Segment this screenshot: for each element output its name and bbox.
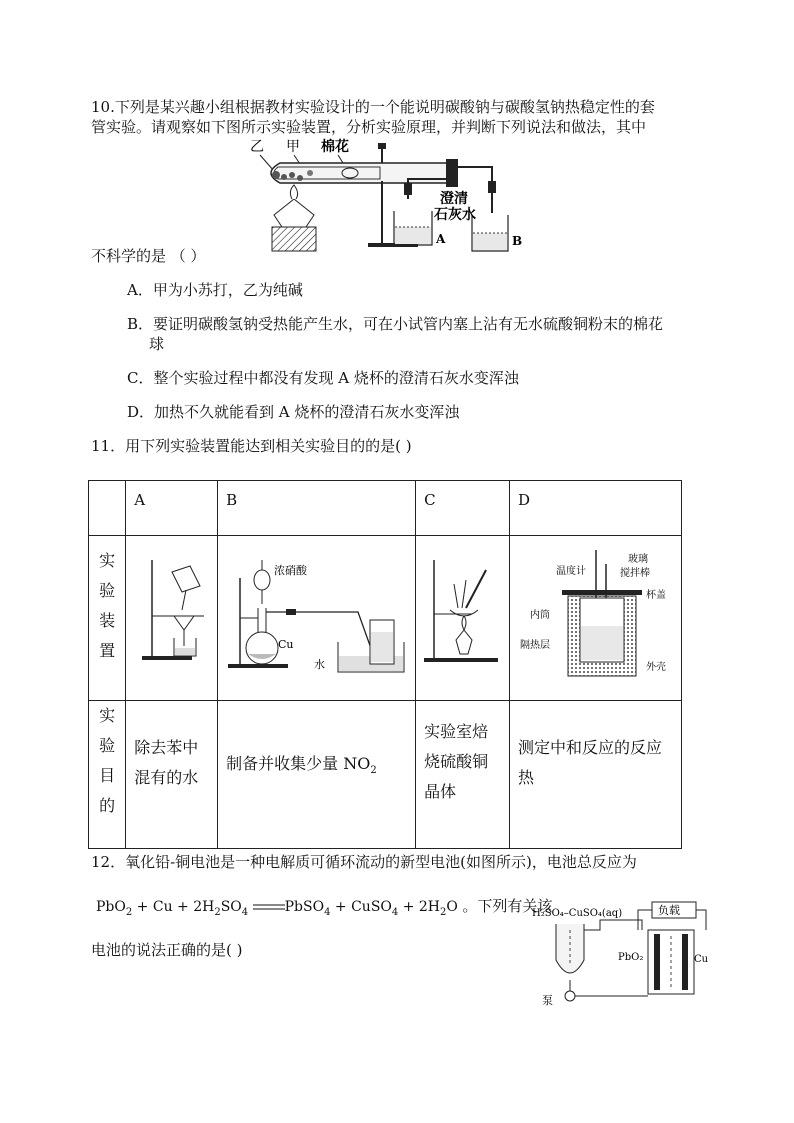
apparatus-b [218,536,416,701]
equals-arrow [253,903,285,911]
label-d-inner: 内筒 [530,610,550,621]
header-a: A [126,481,218,536]
q10-apparatus-figure [250,137,530,255]
q12-battery-figure [530,900,716,1008]
q10-option-b: B．要证明碳酸氢钠受热能产生水，可在小试管内塞上沾有无水硫酸铜粉末的棉花 [127,315,664,333]
q11-header-row [89,481,682,536]
q12-equation: $PbO_2 + Cu + 2H_2SO_4$ PbSO$_4$ + CuSO$_4$ + $2H_2O$ 。下列有关该 [96,897,553,918]
q11-stem: 11．用下列实验装置能达到相关实验目的的是( ) [91,437,412,455]
purpose-d: 测定中和反应的反应 热 [510,701,682,849]
label-yi: 乙 [250,139,264,155]
q10-option-b-cont: 球 [149,335,165,353]
row-label-purpose: 实 验 目 的 [89,701,126,849]
purpose-a: 除去苯中 混有的水 [126,701,218,849]
label-d-shell: 外壳 [646,662,666,673]
purpose-c: 实验室焙 烧硫酸铜 晶体 [416,701,510,849]
q11-apparatus-row [89,536,682,701]
q10-option-d: D．加热不久就能看到 A 烧杯的澄清石灰水变浑浊 [127,403,460,421]
q11-table [88,480,682,849]
q11-purpose-row [89,701,682,849]
label-a: A [436,232,446,246]
q10-line2: 管实验。请观察如下图所示实验装置，分析实验原理，并判断下列说法和做法，其中 [91,118,647,136]
label-mianhua: 棉花 [321,139,349,155]
header-d: D [510,481,682,536]
q10-option-a: A．甲为小苏打，乙为纯碱 [127,281,303,299]
label-d-thermo: 温度计 [556,566,586,577]
label-load: 负载 [658,904,680,917]
q10-line1: 10.下列是某兴趣小组根据教材实验设计的一个能说明碳酸钠与碳酸氢钠热稳定性的套 [91,98,655,116]
label-d-insul: 隔热层 [520,640,550,651]
apparatus-b-figure [218,548,414,688]
row-label-apparatus: 实 验 装 置 [89,536,126,701]
label-d-stir: 搅拌棒 [620,568,650,579]
label-shihuishui: 石灰水 [434,207,476,223]
corner-cell [89,481,126,536]
label-pbo2: PbO₂ [618,952,644,963]
label-pump: 泵 [542,994,553,1007]
label-chengqing: 澄清 [440,191,468,207]
label-b-water: 水 [314,658,326,671]
label-b-acid: 浓硝酸 [274,564,308,577]
apparatus-c [416,536,510,701]
label-b: B [512,234,523,248]
label-electrolyte: H₂SO₄–CuSO₄(aq) [532,908,623,919]
apparatus-d [510,536,682,701]
label-d-lid: 杯盖 [646,590,666,601]
header-c: C [416,481,510,536]
q10-option-c: C．整个实验过程中都没有发现 A 烧杯的澄清石灰水变浑浊 [127,369,519,387]
apparatus-a [126,536,218,701]
label-cu: Cu [694,954,709,965]
apparatus-d-figure [510,546,680,686]
purpose-b: 制备并收集少量 $NO_2$ [218,701,416,849]
header-b: B [218,481,416,536]
label-b-cu: Cu [278,638,294,651]
label-d-glass: 玻璃 [628,554,648,565]
q12-line1: 12．氧化铅-铜电池是一种电解质可循环流动的新型电池(如图所示)，电池总反应为 [91,853,637,871]
q10-line3: 不科学的是 （ ） [91,247,206,265]
label-jia: 甲 [286,139,300,155]
apparatus-c-figure [416,550,506,680]
q12-line3: 电池的说法正确的是( ) [91,941,243,959]
apparatus-a-figure [126,550,216,680]
